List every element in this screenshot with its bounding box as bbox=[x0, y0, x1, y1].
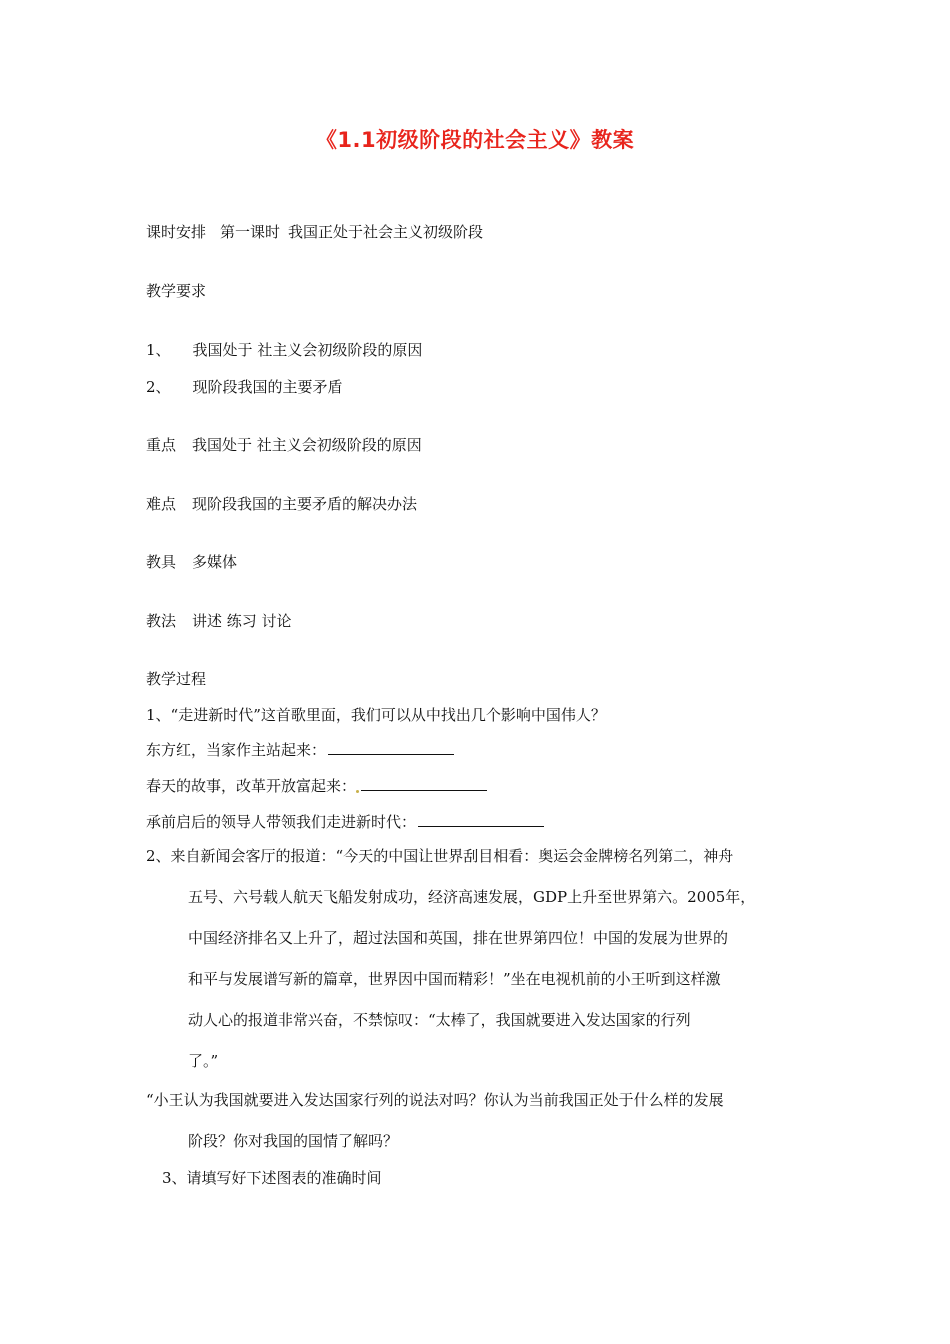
difficulty-line bbox=[146, 494, 417, 514]
key-point-text: 我国处于 社主义会初级阶段的原因 bbox=[192, 436, 422, 454]
requirement-number: 2、 bbox=[146, 378, 171, 396]
fill-prompt: 承前启后的领导人带领我们走进新时代： bbox=[146, 813, 417, 831]
tools-text: 多媒体 bbox=[192, 553, 238, 571]
document-title: 《1.1初级阶段的社会主义》教案 bbox=[315, 128, 635, 152]
question-2-followup bbox=[146, 1080, 826, 1162]
followup-line: 阶段？你对我国的国情了解吗？ bbox=[188, 1132, 399, 1150]
requirement-text: 我国处于 社主义会初级阶段的原因 bbox=[192, 341, 423, 359]
tools-label: 教具 bbox=[146, 553, 177, 571]
fill-line-2 bbox=[146, 776, 487, 796]
followup-line: “小王认为我国就要进入发达国家行列的说法对吗？你认为当前我国正处于什么样的发展 bbox=[146, 1091, 724, 1109]
schedule-line bbox=[146, 222, 483, 242]
process-heading: 教学过程 bbox=[146, 670, 207, 688]
tools-line bbox=[146, 552, 237, 572]
requirement-item-2 bbox=[146, 377, 343, 397]
stray-dot bbox=[356, 790, 359, 793]
fill-prompt: 春天的故事，改革开放富起来： bbox=[146, 777, 357, 795]
question-2-line: 和平与发展谱写新的篇章，世界因中国而精彩！”坐在电视机前的小王听到这样激 bbox=[188, 970, 721, 988]
question-2 bbox=[146, 836, 826, 1082]
requirement-text: 现阶段我国的主要矛盾 bbox=[192, 378, 343, 396]
fill-line-1 bbox=[146, 740, 454, 760]
question-2-line: 五号、六号载人航天飞船发射成功，经济高速发展，GDP上升至世界第六。2005年， bbox=[188, 888, 756, 906]
difficulty-label: 难点 bbox=[146, 495, 177, 513]
key-point-label: 重点 bbox=[146, 436, 177, 454]
requirements-heading: 教学要求 bbox=[146, 282, 207, 300]
methods-label: 教法 bbox=[146, 612, 177, 630]
schedule-session: 第一课时 bbox=[220, 223, 281, 241]
fill-line-3 bbox=[146, 812, 544, 832]
methods-text: 讲述 练习 讨论 bbox=[192, 612, 292, 630]
schedule-topic: 我国正处于社会主义初级阶段 bbox=[288, 223, 484, 241]
requirement-number: 1、 bbox=[146, 341, 171, 359]
fill-blank bbox=[418, 812, 544, 827]
question-2-line: 动人心的报道非常兴奋，不禁惊叹：“太棒了，我国就要进入发达国家的行列 bbox=[188, 1011, 691, 1029]
question-2-line: 中国经济排名又上升了，超过法国和英国，排在世界第四位！中国的发展为世界的 bbox=[188, 929, 729, 947]
methods-line bbox=[146, 611, 292, 631]
schedule-label: 课时安排 bbox=[146, 223, 207, 241]
difficulty-text: 现阶段我国的主要矛盾的解决办法 bbox=[192, 495, 418, 513]
question-3: 3、请填写好下述图表的准确时间 bbox=[162, 1169, 382, 1187]
fill-blank bbox=[328, 740, 454, 755]
key-point-line bbox=[146, 435, 422, 455]
fill-blank bbox=[361, 776, 487, 791]
fill-prompt: 东方红，当家作主站起来： bbox=[146, 741, 327, 759]
requirement-item-1 bbox=[146, 340, 422, 360]
question-1: 1、“走进新时代”这首歌里面，我们可以从中找出几个影响中国伟人？ bbox=[146, 706, 606, 724]
question-2-line: 2、来自新闻会客厅的报道：“今天的中国让世界刮目相看：奥运会金牌榜名列第二，神舟 bbox=[146, 847, 734, 865]
question-2-line: 了。” bbox=[188, 1052, 219, 1070]
